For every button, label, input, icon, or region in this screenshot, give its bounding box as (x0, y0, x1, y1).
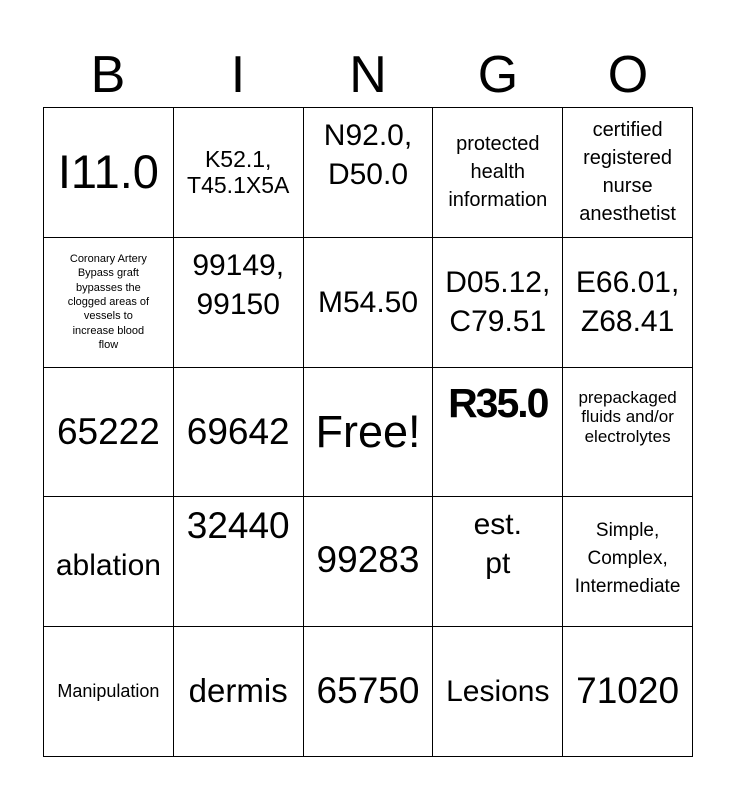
cell-text: Free! (315, 406, 421, 458)
bingo-cell-r2c1[interactable] (44, 238, 174, 368)
cell-text: Manipulation (57, 681, 160, 702)
cell-text: 99283 (316, 538, 420, 580)
bingo-board (43, 107, 693, 757)
bingo-cell-r3c5[interactable] (563, 368, 693, 498)
bingo-cell-r2c2[interactable] (174, 238, 304, 368)
bingo-cell-r5c4[interactable] (433, 627, 563, 757)
bingo-cell-r3c2[interactable] (174, 368, 304, 498)
bingo-cell-r4c5[interactable] (563, 497, 693, 627)
cell-text: 65750 (316, 670, 420, 712)
header-letter-i: I (230, 46, 246, 104)
cell-text: 65222 (56, 410, 160, 452)
cell-text: 69642 (186, 410, 290, 452)
cell-text: Simple, Complex, Intermediate (574, 520, 681, 597)
cell-text: D05.12, C79.51 (445, 266, 551, 339)
bingo-cell-r2c3[interactable] (304, 238, 434, 368)
cell-text: 71020 (576, 670, 680, 712)
bingo-cell-r2c5[interactable] (563, 238, 693, 368)
bingo-cell-r1c3[interactable] (304, 108, 434, 238)
cell-text: R35.0 (448, 379, 548, 426)
bingo-cell-free[interactable] (304, 368, 434, 498)
cell-text: protected health information (448, 133, 548, 212)
cell-text: E66.01, Z68.41 (575, 266, 680, 339)
cell-text: N92.0, D50.0 (323, 119, 413, 191)
bingo-cell-r1c1[interactable] (44, 108, 174, 238)
cell-text: K52.1, T45.1X5A (187, 145, 290, 199)
cell-text: I11.0 (57, 145, 159, 199)
bingo-cell-r1c2[interactable] (174, 108, 304, 238)
cell-text: est. pt (473, 508, 522, 581)
bingo-cell-r1c5[interactable] (563, 108, 693, 238)
cell-text: Lesions (446, 675, 550, 709)
cell-text: 99149, 99150 (192, 248, 285, 321)
bingo-cell-r5c5[interactable] (563, 627, 693, 757)
bingo-cell-r5c3[interactable] (304, 627, 434, 757)
bingo-cell-r4c2[interactable] (174, 497, 304, 627)
cell-text: ablation (55, 549, 161, 583)
header-letter-o: O (607, 46, 649, 104)
bingo-cell-r4c4[interactable] (433, 497, 563, 627)
bingo-header (43, 44, 693, 106)
bingo-cell-r3c4[interactable] (433, 368, 563, 498)
bingo-cell-r3c1[interactable] (44, 368, 174, 498)
bingo-cell-r5c2[interactable] (174, 627, 304, 757)
cell-text: prepackaged fluids and/or electrolytes (578, 387, 677, 446)
bingo-cell-r1c4[interactable] (433, 108, 563, 238)
bingo-cell-r4c1[interactable] (44, 497, 174, 627)
header-letter-n: N (349, 46, 387, 104)
bingo-cell-r2c4[interactable] (433, 238, 563, 368)
cell-text: Coronary Artery Bypass graft bypasses the clogged areas of vessels to increase blood flow (67, 253, 150, 351)
cell-text: 32440 (186, 505, 290, 547)
bingo-cell-r5c1[interactable] (44, 627, 174, 757)
cell-text: dermis (188, 672, 288, 710)
cell-text: M54.50 (317, 285, 419, 319)
header-letter-g: G (477, 46, 519, 104)
header-letter-b: B (90, 46, 126, 104)
bingo-cell-r4c3[interactable] (304, 497, 434, 627)
cell-text: certified registered nurse anesthetist (579, 119, 676, 226)
